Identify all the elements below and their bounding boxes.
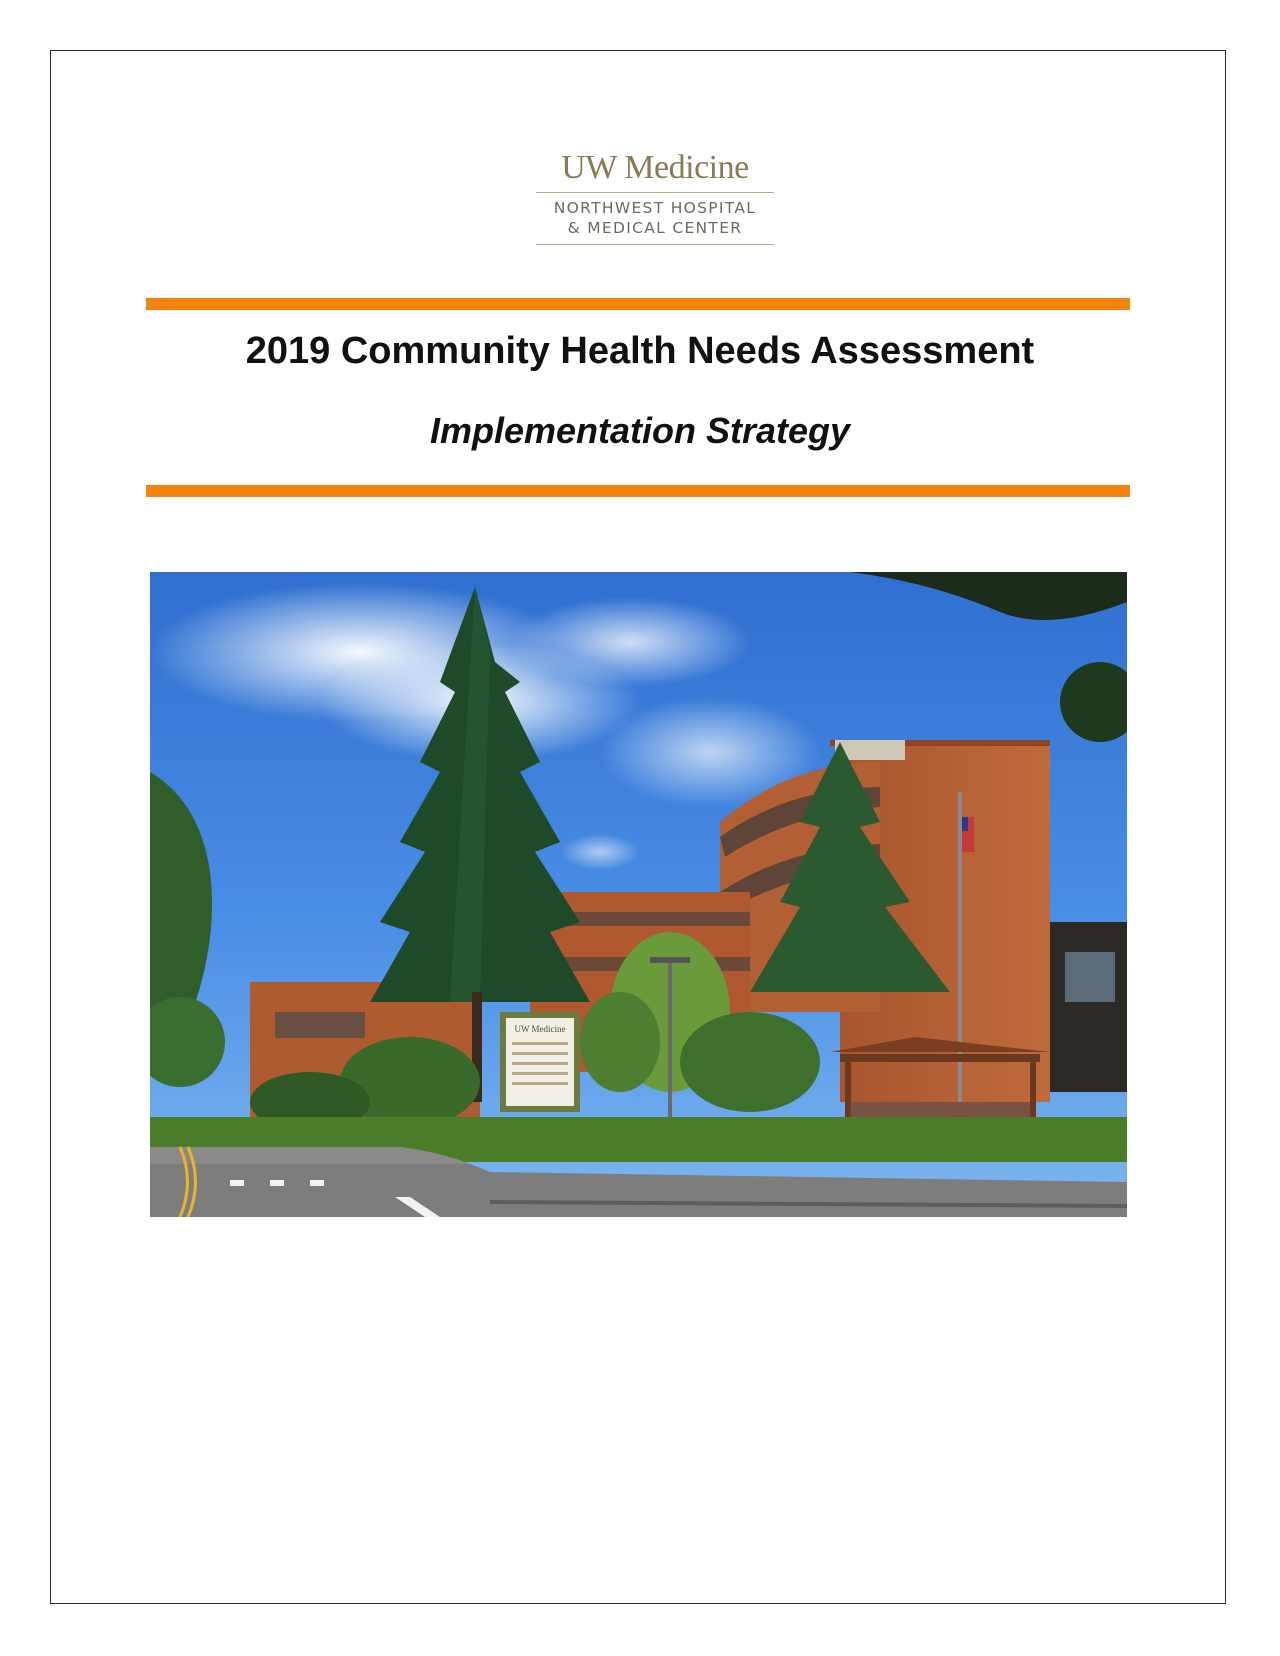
logo-subtitle-line1: NORTHWEST HOSPITAL (553, 199, 757, 217)
top-accent-bar (146, 298, 1130, 310)
logo-subtitle-line2: & MEDICAL CENTER (567, 219, 743, 237)
logo-title: UW Medicine (561, 149, 749, 186)
document-title: 2019 Community Health Needs Assessment (245, 330, 1035, 372)
document-subtitle: Implementation Strategy (429, 410, 851, 451)
bottom-accent-bar (146, 485, 1130, 497)
uw-medicine-logo (530, 148, 780, 245)
logo-divider (536, 192, 774, 193)
photo-sign-text: UW Medicine (514, 1024, 566, 1034)
hospital-building-photo (150, 572, 1127, 1217)
logo-bottom-rule (536, 244, 774, 245)
